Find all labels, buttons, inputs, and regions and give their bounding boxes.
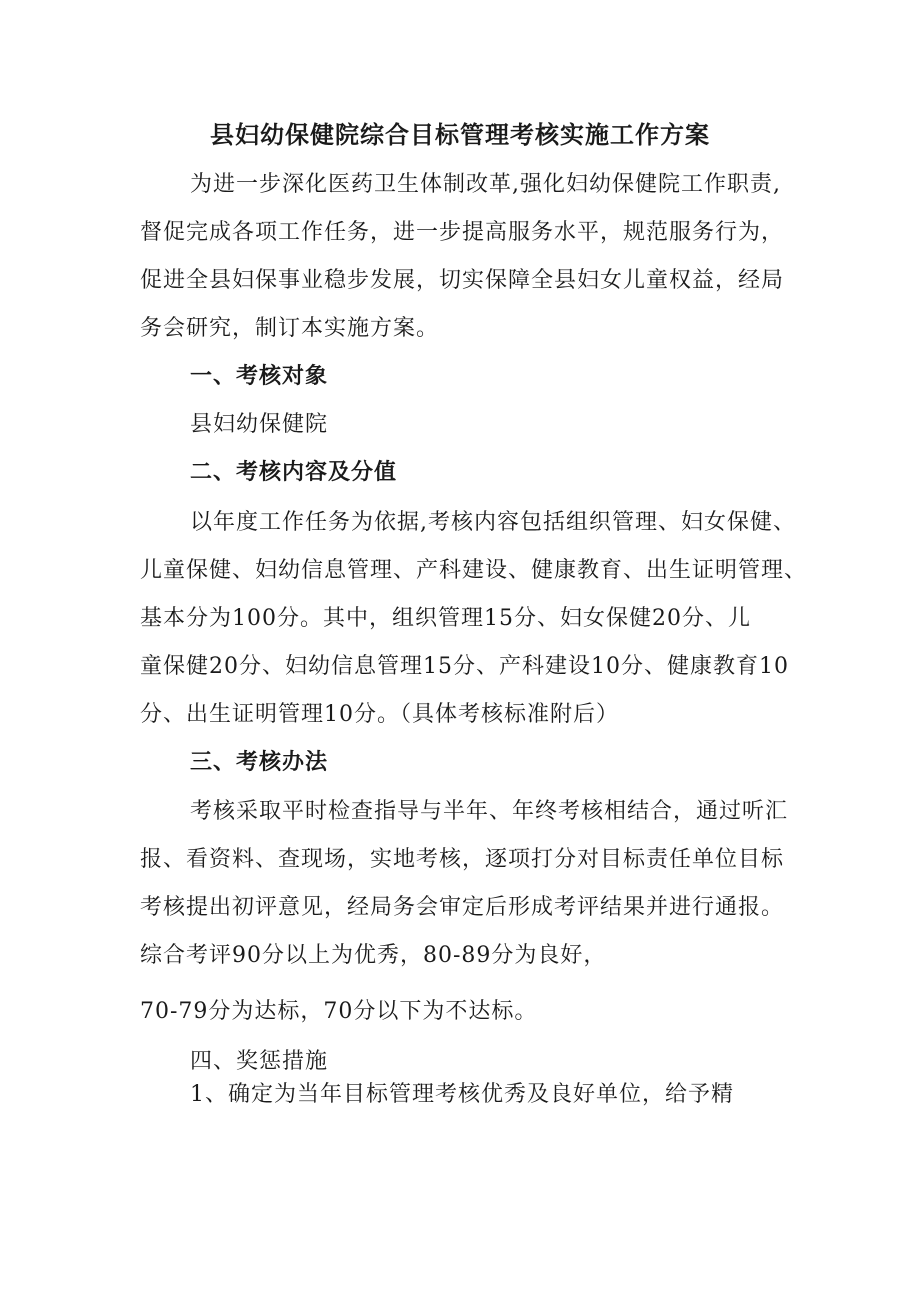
section-3-line-2: 报、看资料、查现场，实地考核，逐项打分对目标责任单位目标 (140, 847, 785, 872)
section-4-line-1: 1、确定为当年目标管理考核优秀及良好单位，给予精 (190, 1082, 734, 1107)
section-1-body: 县妇幼保健院 (190, 412, 329, 437)
section-3-line-3: 考核提出初评意见，经局务会审定后形成考评结果并进行通报。 (140, 895, 785, 920)
section-2-line-5: 分、出生证明管理10分。（具体考核标准附后） (140, 702, 619, 727)
section-heading-4: 四、奖惩措施 (190, 1049, 329, 1074)
section-heading-2: 二、考核内容及分值 (190, 460, 398, 485)
section-2-line-3: 基本分为100分。其中，组织管理15分、妇女保健20分、儿 (140, 606, 751, 631)
section-2-line-2: 儿童保健、妇幼信息管理、产科建设、健康教育、出生证明管理、 (140, 558, 808, 583)
intro-line-4: 务会研究，制订本实施方案。 (140, 316, 440, 341)
section-heading-1: 一、考核对象 (190, 364, 329, 389)
section-3-line-4: 综合考评90分以上为优秀，80-89分为良好， (140, 943, 607, 968)
section-2-line-1: 以年度工作任务为依据,考核内容包括组织管理、妇女保健、 (190, 510, 796, 535)
intro-line-1: 为进一步深化医药卫生体制改革,强化妇幼保健院工作职责, (190, 172, 781, 197)
document-title: 县妇幼保健院综合目标管理考核实施工作方案 (210, 121, 710, 149)
intro-line-2: 督促完成各项工作任务，进一步提高服务水平，规范服务行为， (140, 220, 785, 245)
intro-line-3: 促进全县妇保事业稳步发展，切实保障全县妇女儿童权益，经局 (140, 268, 785, 293)
section-3-line-5: 70-79分为达标，70分以下为不达标。 (140, 999, 538, 1024)
section-2-line-4: 童保健20分、妇幼信息管理15分、产科建设10分、健康教育10 (140, 654, 789, 679)
section-heading-3: 三、考核办法 (190, 750, 329, 775)
section-3-line-1: 考核采取平时检查指导与半年、年终考核相结合，通过听汇 (190, 799, 789, 824)
